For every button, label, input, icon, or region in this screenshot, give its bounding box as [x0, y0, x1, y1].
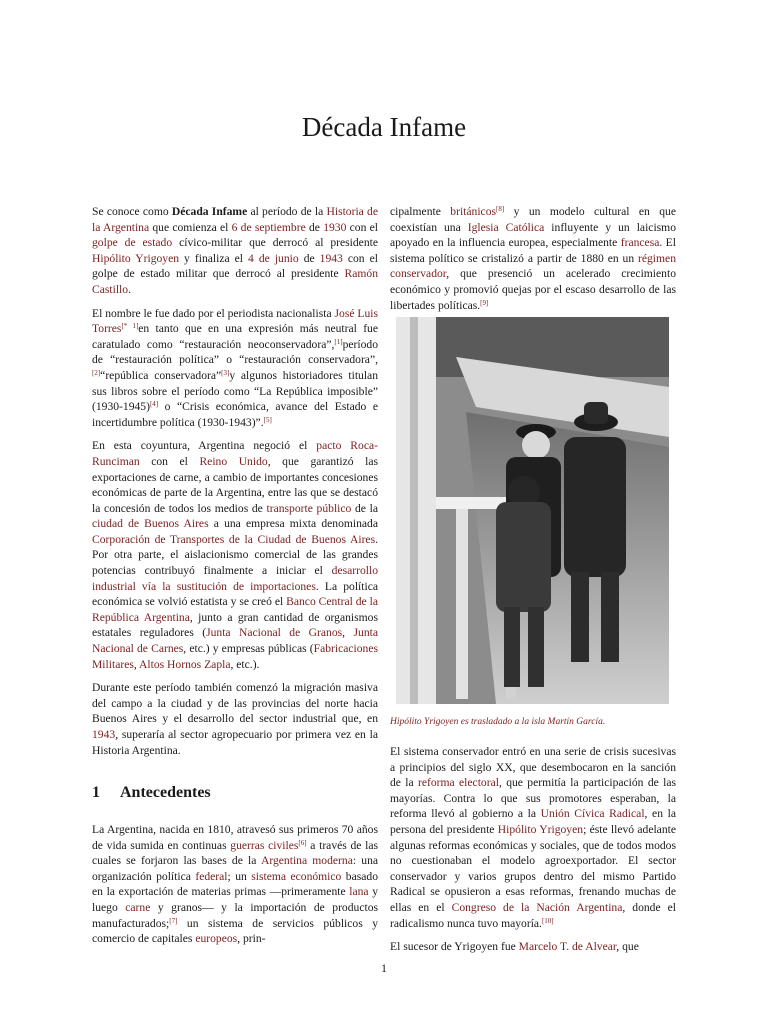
link-year[interactable]: 1930 [323, 220, 347, 234]
right-paragraph-3 [390, 939, 676, 955]
historical-photo [396, 317, 669, 704]
link-reino-unido[interactable]: Reino Unido [199, 454, 268, 468]
link-junta-carnes[interactable]: Junta Nacional de Carnes [92, 626, 378, 656]
link-francesa[interactable]: francesa [620, 236, 660, 250]
text: , que garantizó las exportaciones de carne, a cambio de importantes concesiones económicas de parte de la Argentina, entre las que se destacó la concesión de todos los medios de [92, 454, 379, 515]
link-torres[interactable]: José Luis Torres [92, 306, 379, 336]
text: El sucesor de Yrigoyen fue [390, 940, 519, 954]
link-britanicos[interactable]: británicos [450, 205, 497, 218]
link-reforma[interactable]: reforma electoral [418, 776, 499, 790]
text: ; un [227, 869, 252, 883]
page-title: Década Infame [301, 112, 467, 142]
text: de la [351, 501, 378, 515]
right-paragraph-2 [390, 744, 676, 931]
text: basado en la exportación de materias primas —primeramente [92, 869, 378, 899]
text: , que presenció un acelerado crecimiento económico y promovió quejas por el escaso desarrollo de las libertades políticas. [390, 267, 676, 312]
text: El nombre le fue dado por el periodista nacionalista [92, 306, 335, 320]
text: y finaliza el [179, 251, 249, 265]
link-lana[interactable]: lana [349, 885, 369, 899]
text: En esta coyuntura, Argentina negoció el [92, 439, 317, 453]
link-europeos[interactable]: europeos [195, 932, 238, 946]
text: a una empresa mixta denominada [208, 517, 378, 531]
antecedentes-paragraph-1 [92, 822, 378, 947]
text: en tanto que en una expresión más neutral fue caratulado como “restauración neoconservadora”, [92, 322, 378, 351]
link-desarrollo[interactable]: desarrollo industrial vía la sustitución de importaciones [92, 564, 378, 593]
link-year[interactable]: 1943 [319, 251, 343, 265]
text: , [342, 626, 354, 640]
link-date[interactable]: 6 de septiembre [231, 220, 306, 234]
text: , etc.). [230, 657, 260, 671]
page-number: 1 [381, 961, 387, 975]
text: de [305, 220, 324, 234]
text: ; éste llevó adelante algunas reformas económicas y sociales, que de todos modos no cuestionaban el modelo agroexportador. El sector conservador y varios grupos dentro del mismo Partido Radical se opusieron a esas reformas, frenando muchas de ellas en el [390, 822, 676, 914]
text: con el golpe de estado militar que derrocó al presidente [92, 251, 378, 281]
section-number: 1 [92, 784, 100, 801]
right-paragraph-1 [390, 204, 676, 313]
text: Durante este período también comenzó la migración masiva del campo a la ciudad y de las provincias del norte hacia Buenos Aires y el desarrollo del sector industrial que, en [92, 681, 378, 726]
text: influyente y un laicismo apoyado en la influencia europea, especialmente [390, 220, 676, 250]
citation-ref[interactable]: [8] [496, 205, 505, 213]
text: , en la persona del presidente [390, 807, 676, 836]
text: Se conoce como [92, 205, 172, 218]
text: , superaría al sector agropecuario por primera vez en la Historia Argentina. [92, 728, 378, 757]
citation-ref[interactable]: [3] [221, 368, 230, 377]
text: a través de las cuales se forjaron las bases de la [92, 838, 379, 868]
text: que comienza el [149, 220, 232, 234]
text: o “Crisis económica, avance del Estado e incertidumbre política (1930-1943)”. [92, 400, 378, 429]
photo-caption: Hipólito Yrigoyen es trasladado a la isla Martín García. [390, 717, 606, 727]
text: . El sistema político se cristalizó a partir de 1880 en un [390, 236, 676, 265]
link-year[interactable]: 1943 [92, 728, 116, 741]
text: . Por otra parte, el aislacionismo comercial de las grandes potencias contribuyó finalmente a iniciar el [92, 532, 378, 578]
text: , que [616, 940, 639, 954]
text: al período de la [247, 205, 327, 218]
intro-paragraph-3 [92, 438, 378, 672]
citation-ref[interactable]: [7] [169, 916, 178, 925]
link-pacto[interactable]: pacto Roca-Runciman [92, 439, 378, 468]
link-federal[interactable]: federal [195, 869, 228, 883]
text: de [298, 251, 320, 265]
text: cívico-militar que derrocó al presidente [172, 236, 378, 250]
text: , [133, 657, 140, 671]
text: un sistema de servicios públicos y comercio de capitales [92, 916, 378, 946]
link-alvear[interactable]: Marcelo T. de Alvear [518, 940, 617, 954]
text: y luego [92, 885, 378, 914]
link-fabricaciones[interactable]: Fabricaciones Militares [92, 642, 379, 671]
citation-ref[interactable]: [2] [92, 368, 101, 377]
text: y un modelo cultural en que coexistían una [390, 205, 676, 234]
left-column [92, 204, 378, 766]
right-column-top [390, 204, 676, 321]
link-yrigoyen[interactable]: Hipólito Yrigoyen [497, 822, 584, 836]
link-altos-hornos[interactable]: Altos Hornos Zapla [139, 657, 231, 671]
left-column-bottom [92, 822, 378, 955]
link-yrigoyen[interactable]: Hipólito Yrigoyen [92, 251, 180, 265]
text: . [128, 282, 131, 296]
link-guerras[interactable]: guerras civiles [230, 838, 299, 852]
link-ciudad[interactable]: ciudad de Buenos Aires [92, 517, 209, 531]
text: , donde el radicalismo nunca tuvo mayoría. [390, 900, 676, 930]
text: . La política económica se volvió estatista y se creó el [92, 579, 378, 609]
link-regimen[interactable]: régimen conservador [390, 251, 676, 281]
intro-paragraph-4 [92, 680, 378, 758]
link-junta-granos[interactable]: Junta Nacional de Granos [206, 626, 343, 640]
text: , que permitía la participación de las mayorías. Contra lo que sus promotores esperaban, la reforma llevó al gobierno a la [390, 776, 676, 821]
citation-ref[interactable]: [1] [334, 337, 343, 346]
link-ucr[interactable]: Unión Cívica Radical [540, 807, 645, 821]
term-bold: Década Infame [171, 205, 248, 218]
text: : una organización política [92, 854, 379, 883]
link-banco[interactable]: Banco Central de la República Argentina [92, 595, 378, 624]
text: “república conservadora” [100, 368, 222, 382]
photo-illustration [396, 317, 669, 704]
citation-ref[interactable]: [4] [149, 400, 159, 409]
link-historia[interactable]: Historia de la Argentina [92, 205, 378, 234]
link-date[interactable]: 4 de junio [248, 251, 299, 265]
link-transporte[interactable]: transporte público [266, 501, 352, 515]
text: período de “restauración política” o “restauración conservadora”, [92, 337, 378, 367]
text: El sistema conservador entró en una serie de crisis sucesivas a principios del siglo XX, que desembocaron en la sanción de la [390, 745, 676, 790]
text: con el [139, 454, 200, 468]
link-iglesia[interactable]: Iglesia Católica [467, 220, 545, 234]
link-corporacion[interactable]: Corporación de Transportes de la Ciudad de Buenos Aires [92, 532, 376, 546]
link-congreso[interactable]: Congreso de la Nación Argentina [451, 900, 623, 914]
citation-ref[interactable]: [5] [263, 415, 272, 424]
citation-ref[interactable]: [6] [298, 838, 307, 847]
link-sistema-economico[interactable]: sistema económico [251, 869, 342, 883]
section-heading [92, 784, 378, 802]
footnote-ref[interactable]: [* 1] [121, 322, 139, 331]
text: con el [346, 220, 378, 234]
intro-paragraph-2 [92, 306, 378, 431]
intro-paragraph-1 [92, 204, 378, 298]
link-argentina-moderna[interactable]: Argentina moderna [260, 854, 353, 868]
text: cipalmente [390, 205, 451, 218]
text: y algunos historiadores titulan sus libros sobre el período como “La República imposible” (1930-1945) [92, 368, 379, 414]
text: La Argentina, nacida en 1810, atravesó sus primeros 70 años de vida sumida en continuas [92, 823, 378, 852]
citation-ref[interactable]: [10] [541, 916, 554, 925]
text: , etc.) y empresas públicas ( [183, 642, 314, 656]
right-column-bottom [390, 744, 676, 963]
citation-ref[interactable]: [9] [480, 298, 489, 307]
text: , prin- [237, 932, 266, 946]
section-title: Antecedentes [120, 784, 211, 801]
link-golpe[interactable]: golpe de estado [92, 236, 173, 250]
link-castillo[interactable]: Ramón Castillo [92, 267, 378, 296]
text: , junto a gran cantidad de organismos estatales reguladores ( [92, 610, 378, 640]
link-carne[interactable]: carne [125, 900, 151, 914]
text: y granos— y la importación de productos manufacturados; [92, 900, 378, 930]
